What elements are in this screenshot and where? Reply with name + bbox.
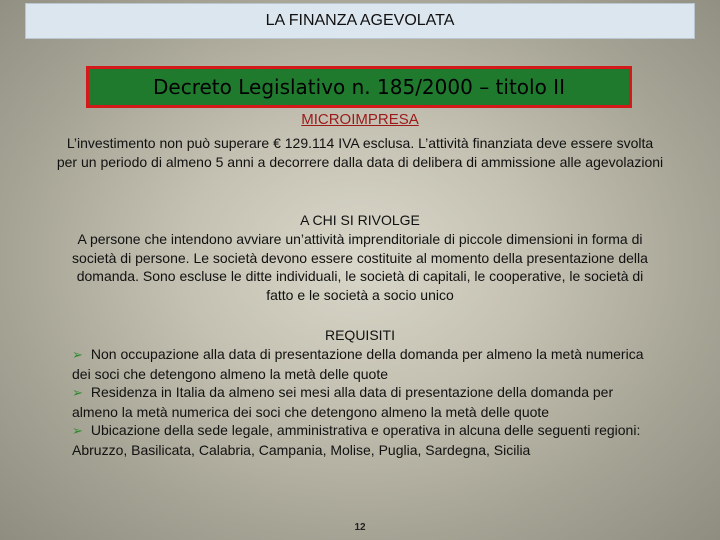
page-number: 12 (354, 522, 366, 533)
requirements-list (72, 345, 662, 459)
investment-paragraph: L’investimento non può superare € 129.114 IVA esclusa. L’attività finanziata deve essere svolta per un periodo di almeno 5 anni a decorrere dalla data di delibera di ammissione alle agevolazioni (56, 135, 664, 170)
list-item: ➢ Non occupazione alla data di presentazione della domanda per almeno la metà numerica dei soci che detengono almeno la metà delle quote (72, 346, 644, 382)
arrow-right-icon: ➢ (72, 347, 83, 362)
section-subtitle: MICROIMPRESA (301, 111, 419, 128)
arrow-right-icon: ➢ (72, 423, 83, 438)
decree-title: Decreto Legislativo n. 185/2000 – titolo II (153, 75, 565, 99)
slide-title: LA FINANZA AGEVOLATA (265, 12, 455, 29)
decree-banner (86, 66, 632, 108)
list-item: ➢ Ubicazione della sede legale, amministrativa e operativa in alcuna delle seguenti regioni: Abruzzo, Basilicata, Calabria, Campania, Molise, Puglia, Sardegna, Sicilia (72, 422, 641, 458)
requirements-heading: REQUISITI (324, 327, 395, 343)
slide-header (25, 3, 695, 39)
target-heading: A CHI SI RIVOLGE (300, 212, 420, 228)
arrow-right-icon: ➢ (72, 385, 83, 400)
list-item: ➢ Residenza in Italia da almeno sei mesi alla data di presentazione della domanda per almeno la metà numerica dei soci che detengono almeno la metà delle quote (72, 384, 614, 420)
target-paragraph: A persone che intendono avviare un’attività imprenditoriale di piccole dimensioni in forma di società di persone. Le società devono essere costituite al momento della presentazione della domanda. Sono escluse le ditte individuali, le società di capitali, le cooperative, le società di fatto e le società a socio unico (72, 231, 648, 303)
